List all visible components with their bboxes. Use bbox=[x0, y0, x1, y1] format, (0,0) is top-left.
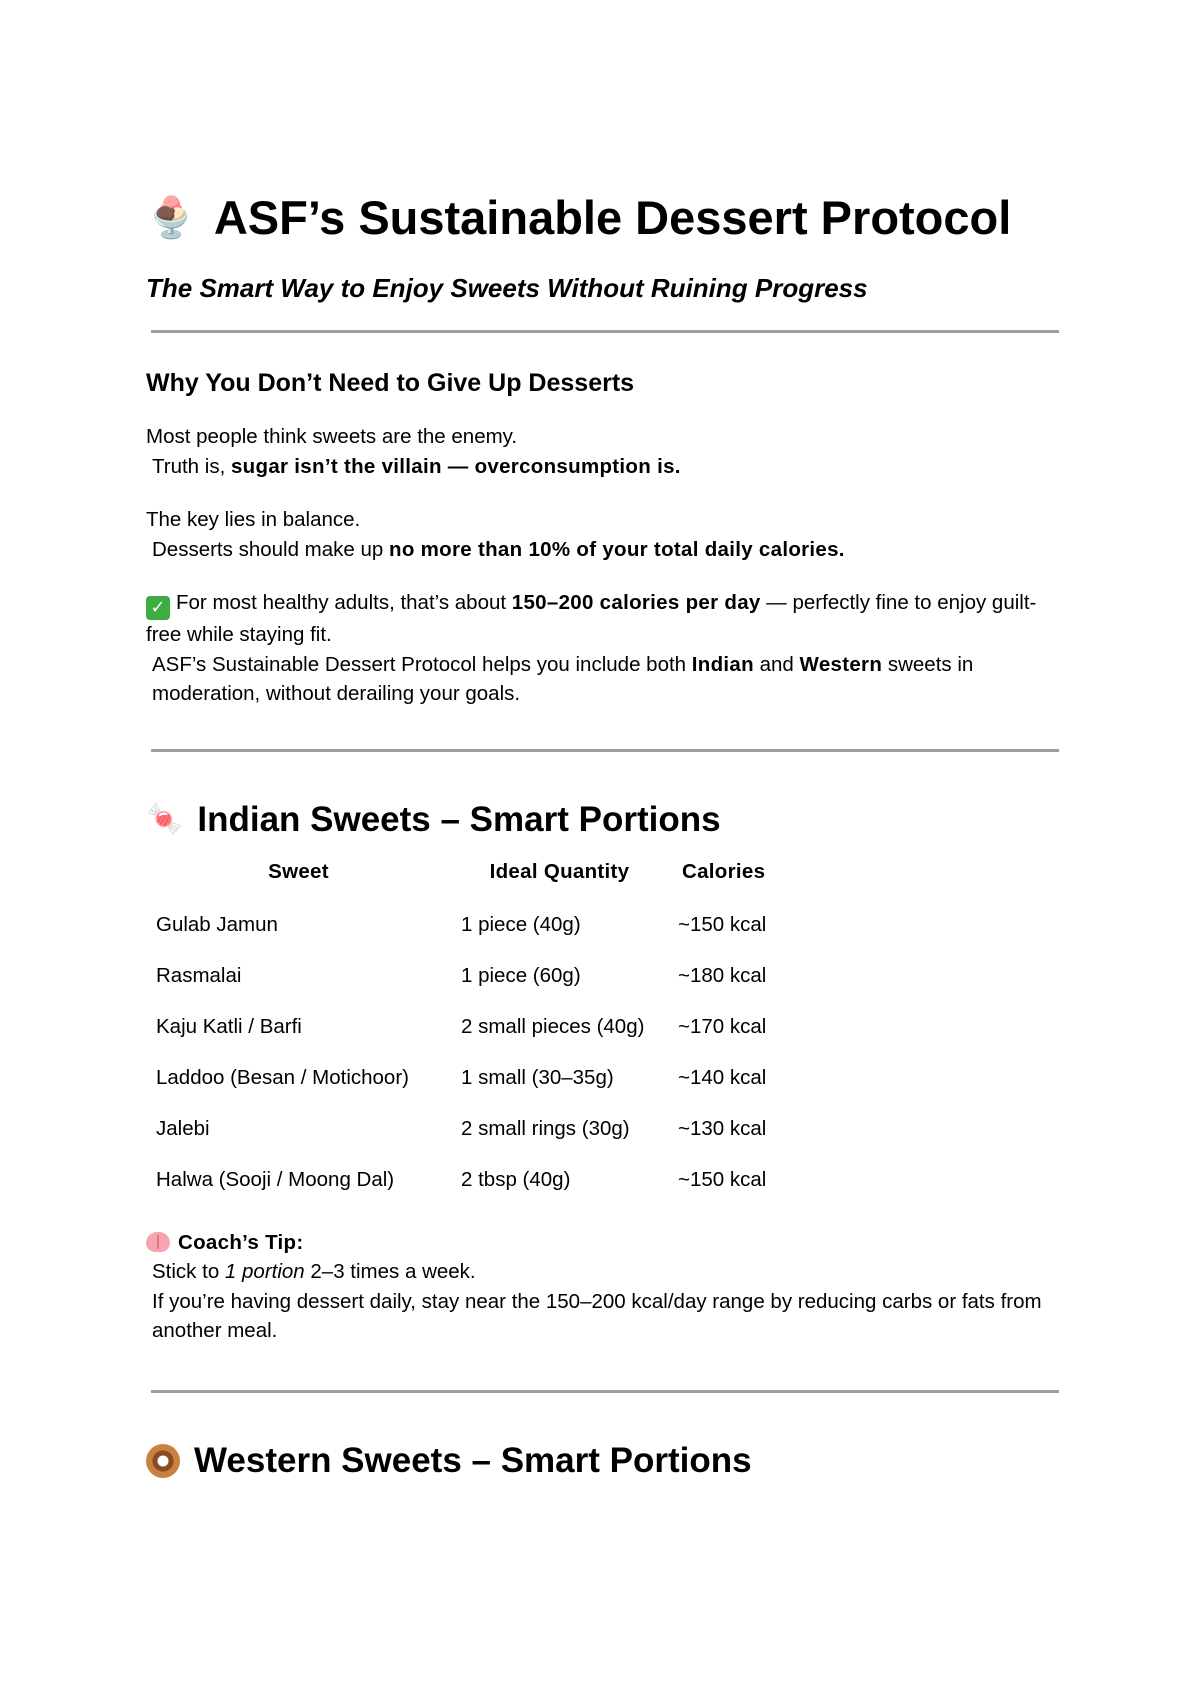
coach-tip bbox=[146, 1228, 1060, 1346]
cell-quantity: 1 piece (40g) bbox=[461, 912, 581, 936]
cell-sweet: Rasmalai bbox=[156, 963, 242, 987]
document-subtitle: The Smart Way to Enjoy Sweets Without Ruining Progress bbox=[146, 273, 868, 303]
indian-sweets-heading-text: Indian Sweets – Smart Portions bbox=[197, 799, 721, 839]
why-heading: Why You Don’t Need to Give Up Desserts bbox=[146, 369, 635, 397]
why-p3-line2-western: Western bbox=[799, 652, 883, 676]
cell-sweet: Kaju Katli / Barfi bbox=[156, 1014, 302, 1038]
why-paragraph-2 bbox=[146, 505, 1060, 564]
cell-calories: ~150 kcal bbox=[678, 1167, 767, 1191]
why-p2-line2 bbox=[146, 535, 1060, 565]
table-row bbox=[146, 951, 802, 1002]
why-p1-line1: Most people think sweets are the enemy. bbox=[146, 425, 518, 448]
why-p3-line1 bbox=[146, 588, 1060, 650]
ice-cream-sundae-icon: 🍨 bbox=[146, 195, 196, 241]
why-p3-text-c: — perfectly fine to enjoy guilt-free while staying fit. bbox=[146, 591, 1037, 646]
document-title bbox=[146, 188, 1060, 248]
check-mark-icon: ✓ bbox=[146, 596, 170, 620]
cell-quantity: 1 piece (60g) bbox=[461, 963, 581, 987]
western-sweets-heading-text: Western Sweets – Smart Portions bbox=[194, 1440, 752, 1480]
cell-sweet: Jalebi bbox=[156, 1116, 210, 1140]
why-p1-line2 bbox=[146, 452, 1060, 482]
why-p3-line2-indian: Indian bbox=[691, 652, 754, 676]
coach-tip-line1-italic: 1 portion bbox=[224, 1260, 305, 1283]
why-p2-line2-bold: no more than 10% of your total daily calories. bbox=[389, 537, 845, 561]
cell-calories: ~140 kcal bbox=[678, 1065, 767, 1089]
table-row bbox=[146, 1053, 802, 1104]
table-row bbox=[146, 1104, 802, 1155]
coach-tip-line1-a: Stick to bbox=[152, 1260, 225, 1283]
table-row bbox=[146, 1155, 802, 1206]
why-p3-line2-a: ASF’s Sustainable Dessert Protocol helps you include both bbox=[152, 652, 692, 676]
divider bbox=[151, 1390, 1059, 1393]
cell-quantity: 1 small (30–35g) bbox=[461, 1065, 614, 1089]
column-header-calories: Calories bbox=[682, 859, 766, 883]
table-header-row bbox=[146, 858, 802, 900]
document-page bbox=[146, 188, 1060, 1483]
why-p2-line2-text: Desserts should make up bbox=[152, 537, 390, 561]
indian-sweets-heading bbox=[146, 798, 1060, 842]
why-p1-line2-text: Truth is, bbox=[152, 454, 231, 478]
cell-quantity: 2 small pieces (40g) bbox=[461, 1014, 645, 1038]
table-row bbox=[146, 900, 802, 951]
why-p2-line1: The key lies in balance. bbox=[146, 508, 361, 531]
why-paragraph-3 bbox=[146, 588, 1060, 709]
cell-calories: ~130 kcal bbox=[678, 1116, 767, 1140]
cell-quantity: 2 tbsp (40g) bbox=[461, 1167, 571, 1191]
candy-icon: 🍬 bbox=[146, 801, 184, 837]
document-title-text: ASF’s Sustainable Dessert Protocol bbox=[213, 191, 1012, 244]
column-header-quantity: Ideal Quantity bbox=[489, 859, 630, 883]
why-p1-line2-bold: sugar isn’t the villain — overconsumption is. bbox=[230, 454, 681, 478]
cell-calories: ~170 kcal bbox=[678, 1014, 767, 1038]
why-p3-line2 bbox=[146, 650, 1060, 709]
divider bbox=[151, 749, 1059, 752]
why-p3-line2-c: and bbox=[753, 652, 800, 676]
coach-tip-label-line bbox=[146, 1228, 1060, 1258]
brain-icon bbox=[146, 1232, 170, 1252]
coach-tip-line2: If you’re having dessert daily, stay near the 150–200 kcal/day range by reducing carbs or fats from another meal. bbox=[152, 1289, 1042, 1342]
why-p3-line2-e: sweets in moderation, without derailing your goals. bbox=[152, 652, 974, 705]
cell-sweet: Laddoo (Besan / Motichoor) bbox=[156, 1065, 409, 1089]
coach-tip-line1-c: 2–3 times a week. bbox=[304, 1260, 476, 1283]
indian-sweets-table bbox=[146, 858, 802, 1206]
why-p3-text-a: For most healthy adults, that’s about bbox=[176, 591, 512, 614]
western-sweets-heading bbox=[146, 1439, 1060, 1483]
cell-calories: ~150 kcal bbox=[678, 912, 767, 936]
why-p3-bold: 150–200 calories per day bbox=[511, 591, 761, 614]
cell-quantity: 2 small rings (30g) bbox=[461, 1116, 630, 1140]
cell-sweet: Halwa (Sooji / Moong Dal) bbox=[156, 1167, 395, 1191]
why-paragraph-1 bbox=[146, 422, 1060, 481]
coach-tip-label: Coach’s Tip: bbox=[178, 1230, 304, 1254]
donut-icon bbox=[146, 1444, 180, 1478]
cell-sweet: Gulab Jamun bbox=[156, 912, 278, 936]
cell-calories: ~180 kcal bbox=[678, 963, 767, 987]
divider bbox=[151, 330, 1059, 333]
coach-tip-line1 bbox=[146, 1257, 1060, 1287]
table-row bbox=[146, 1002, 802, 1053]
column-header-sweet: Sweet bbox=[268, 859, 329, 883]
